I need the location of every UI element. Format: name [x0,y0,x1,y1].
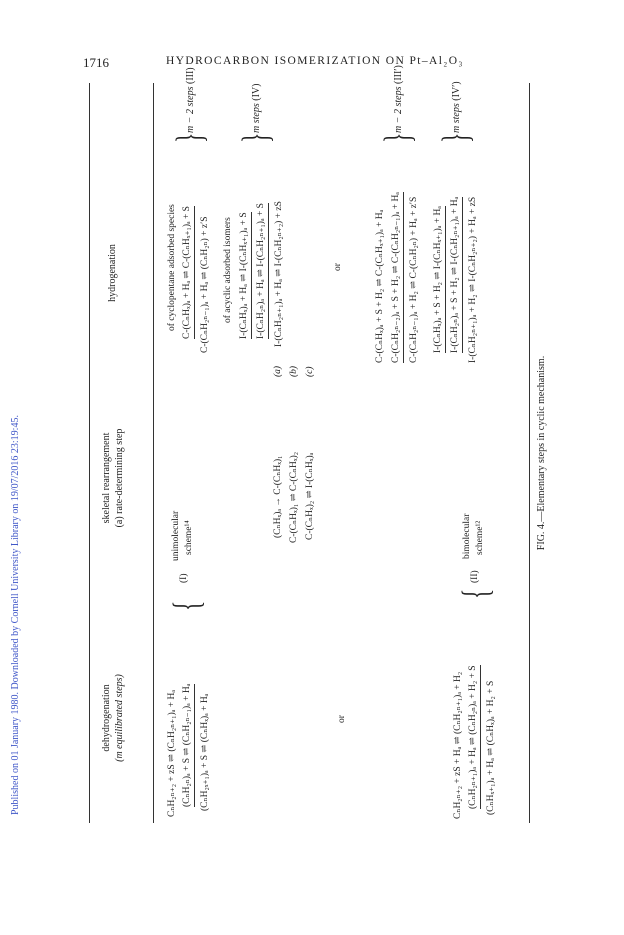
header-hydrogenation: hydrogenation [107,244,118,302]
tag-III [185,67,197,133]
tag-IV-prime [451,81,463,133]
table-header-rule [153,83,154,823]
header-skeletal-sub: (a) rate-determining step [113,428,125,528]
hydro-alt-cyclo-1: C-(CₙHₓ)ₐ + S + H₂ ⇌ C-(CₙHₓ₊₁)ₐ + Hₐ [375,209,385,363]
skeletal-tag-a: (a) [273,365,283,377]
hydro-alt-acyclic-1: I-(CₙHₓ)ₐ + S + H₂ ⇌ I-(CₙHₓ₊₁)ₐ + Hₐ [433,206,446,353]
dehydro-bi-1: CₙH₂ₙ₊₂ + zS + Hₐ ⇌ (CₙH₂ₙ₊₁)ₐ + H₂ [453,671,463,819]
skeletal-step-c: C-(CₙHₓ)₂ ⇌ I-(CₙHₓ)ₐ [305,452,315,540]
scheme-II-roman: (II) [470,570,480,583]
tag-III-label: (III) [185,67,196,85]
scheme-II-name: bimolecular [462,513,472,559]
dehydro-uni-1: CₙH₂ₙ₊₂ + zS ⇌ (CₙH₂ₙ₊₁)ₐ + Hₐ [167,690,177,817]
download-notice-link[interactable] [10,155,21,815]
tag-III-prime [393,65,405,133]
dehydro-uni-3: (CₙH₂ₓ₊₁)ₐ + S ⇌ (CₙHₓ)ₐ + Hₐ [200,693,210,811]
hydro-alt-cyclo-2: C-(CₙH₂ₙ₋₂)ₐ + S + H₂ ⇌ C-(CₙH₂ₙ₋₁)ₐ + Hₐ [391,192,404,363]
figure-caption: FIG. 4.—Elementary steps in cyclic mechanism. [536,355,547,551]
brace-scheme-I: { [166,600,208,611]
skeletal-tag-b: (b) [289,365,299,377]
scheme-I-roman: (I) [179,573,189,583]
running-title: HYDROCARBON ISOMERIZATION ON Pt–Al₂O₃ [166,55,464,67]
tag-III-count: m − 2 steps [185,86,196,133]
table-bottom-rule [529,83,530,823]
dehydro-bi-3: (CₙHₓ₊₁)ₐ + Hₐ ⇌ (CₙHₓ)ₐ + H₂ + S [486,680,496,815]
skeletal-step-b: C-(CₙHₓ)₁ ⇌ C-(CₙHₓ)₂ [289,451,299,543]
download-notice-text: Published on 01 January 1980. Downloaded by Cornell University Library on 19/07/2016 23:19:45. [10,415,21,815]
brace-III: } [169,132,211,143]
brace-III-prime: } [377,132,419,143]
hydro-acyclic-1: I-(CₙHₓ)ₐ + Hₐ ⇌ I-(CₙHₓ₊₁)ₐ + S [239,212,252,339]
hydro-alt-cyclo-3: C-(CₙH₂ₙ₋₁)ₐ + H₂ ⇌ C-(CₙH₂ₙ) + Hₐ + z′S [409,196,419,363]
tag-III-prime-count: m − 2 steps [393,86,404,133]
brace-scheme-II: { [455,588,497,599]
hydro-acyclic-2: I-(CₙH₂ₙ)ₐ + Hₐ ⇌ I-(CₙH₂ₙ₊₁)ₐ + S [256,203,269,339]
hydro-alt-acyclic-3: I-(CₙH₂ₙ₊₁)ₐ + H₂ ⇌ I-(CₙH₂ₙ₊₂) + Hₐ + zS [468,196,478,363]
dehydro-or: or [337,715,347,723]
skeletal-step-a: (CₙHₓ)ₐ → C-(CₙHₓ)₁ [273,455,283,538]
tag-IV-label: (IV) [251,83,262,101]
brace-IV-prime: } [435,132,477,143]
tag-IV-count: m steps [251,103,262,133]
hydro-acyclic-title: of acyclic adsorbed isomers [223,217,233,323]
hydro-cyclo-1: C-(CₙHₓ)ₐ + Hₐ ⇌ C-(CₙHₓ₊₁)ₐ + S [182,206,195,339]
scheme-I-name: unimolecular [171,510,181,561]
page-number: 1716 [83,55,109,70]
hydro-or: or [333,263,343,271]
skeletal-tag-c: (c) [305,366,315,377]
header-dehydrogenation-title: dehydrogenation [101,684,112,752]
dehydro-bi-2: (CₙH₂ₙ₊₁)ₐ + Hₐ ⇌ (CₙH₂ₙ)ₐ + H₂ + S [468,665,481,809]
hydro-acyclic-3: I-(CₙH₂ₙ₊₁)ₐ + Hₐ ⇌ I-(CₙH₂ₙ₊₂) + zS [274,201,284,347]
scheme-I-ref: scheme¹⁴ [184,520,194,555]
header-skeletal-title: skeletal rearrangement [101,432,112,524]
brace-IV: } [235,132,277,143]
tag-III-prime-label: (III′) [393,65,404,85]
tag-IV-prime-count: m steps [451,103,462,133]
header-skeletal [101,383,126,573]
tag-IV-prime-label: (IV′) [451,81,462,101]
tag-IV [251,84,263,133]
header-dehydrogenation-sub: (m equilibrated steps) [113,674,125,762]
scheme-II-ref: scheme¹² [475,520,485,555]
hydro-alt-acyclic-2: I-(CₙH₂ₙ)ₐ + S + H₂ ⇌ I-(CₙH₂ₙ₊₁)ₐ + Hₐ [450,197,463,353]
hydro-cyclo-2: C-(CₙH₂ₙ₋₁)ₐ + Hₐ ⇌ (CₙH₂ₙ) + z′S [200,216,210,353]
table-top-rule [89,83,90,823]
rotated-table [85,65,547,823]
header-dehydrogenation [101,623,126,813]
hydro-cyclo-title: of cyclopentane adsorbed species [167,204,177,331]
dehydro-uni-2: (CₙH₂ₙ)ₐ + S ⇌ (CₙH₂ₙ₋₁)ₐ + Hₐ [182,684,195,807]
